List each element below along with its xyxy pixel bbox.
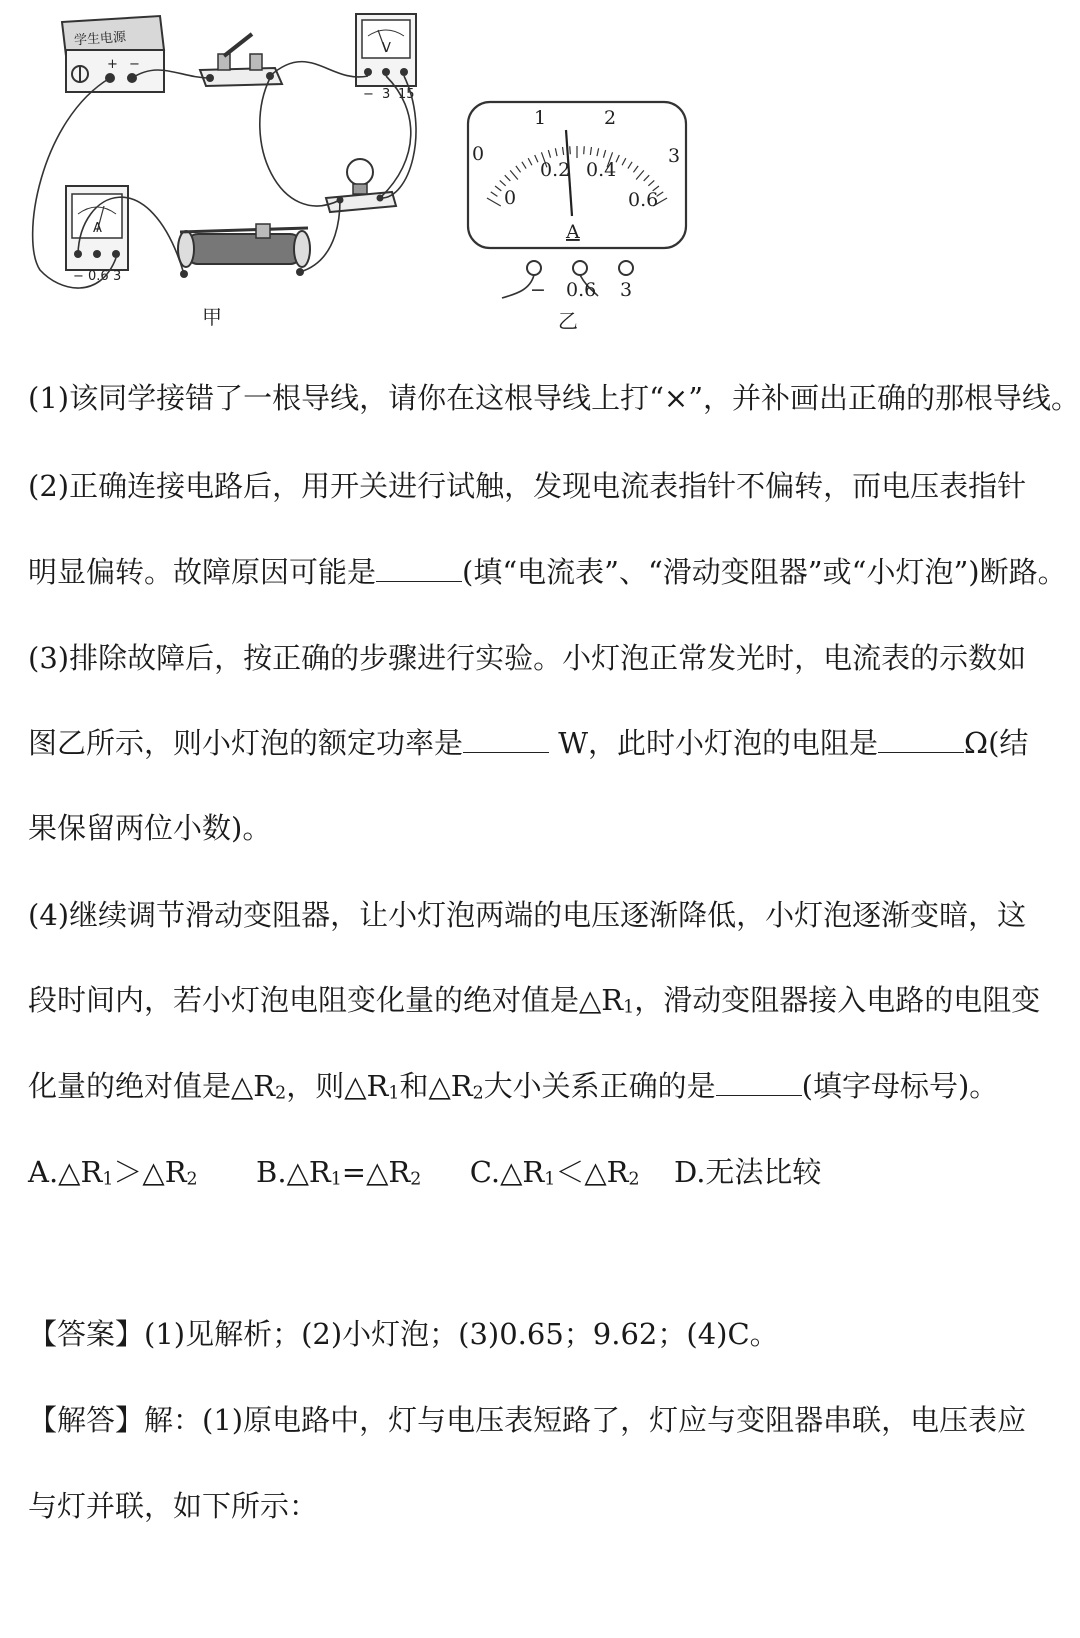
answer-blank-q2[interactable] <box>376 553 462 582</box>
dial-scale-small-0: 0 <box>504 187 517 209</box>
question-2-line-2: 明显偏转。故障原因可能是 (填“电流表”、“滑动变阻器”或“小灯泡”)断路。 <box>28 555 1067 589</box>
answer-blank-q4[interactable] <box>716 1067 802 1096</box>
answer-blank-power[interactable] <box>463 724 549 753</box>
question-4-options <box>28 1152 1058 1200</box>
dial-scale-2: 2 <box>604 107 617 129</box>
dial-terminal-3: 3 <box>620 279 633 301</box>
figure-label-jia: 甲 <box>202 305 222 329</box>
question-4-line-1: (4)继续调节滑动变阻器，让小灯泡两端的电压逐渐降低，小灯泡逐渐变暗，这 <box>28 898 1027 932</box>
rheostat <box>178 224 310 278</box>
dial-scale-1: 1 <box>534 107 547 129</box>
ammeter-dial <box>468 102 686 301</box>
question-3-line-2: 图乙所示，则小灯泡的额定功率是 W，此时小灯泡的电阻是 Ω(结 <box>28 726 1029 760</box>
option-b[interactable]: $B.\triangle R_1=\triangle R_2$ <box>256 1155 422 1190</box>
option-a[interactable]: $A.\triangle R_1>\triangle R_2$ <box>28 1155 198 1190</box>
ammeter-small-letter: A <box>93 221 102 236</box>
ammeter-small-terminal-3: 3 <box>113 269 122 284</box>
voltmeter-terminal-15: 15 <box>398 87 415 102</box>
dial-tick <box>570 146 571 154</box>
question-2-line-1: (2)正确连接电路后，用开关进行试触，发现电流表指针不偏转，而电压表指针 <box>28 469 1027 503</box>
lamp <box>326 159 396 212</box>
option-d[interactable]: D.无法比较 <box>674 1155 822 1189</box>
question-3-line-1: (3)排除故障后，按正确的步骤进行实验。小灯泡正常发光时，电流表的示数如 <box>28 641 1027 675</box>
ammeter-small <box>66 186 128 284</box>
question-4-line-2: 段时间内，若小灯泡电阻变化量的绝对值是$\triangle R_1$，滑动变阻器接入电路的电阻变 <box>28 983 1041 1018</box>
power-supply <box>62 16 164 92</box>
ammeter-small-terminal-neg: − <box>73 269 84 284</box>
voltmeter-terminal-3: 3 <box>382 87 391 102</box>
dial-scale-small-04: 0.4 <box>586 159 617 181</box>
answer-line: 【答案】(1)见解析；(2)小灯泡；(3)0.65；9.62；(4)C。 <box>28 1317 779 1351</box>
voltmeter <box>356 14 416 102</box>
dial-scale-small-06: 0.6 <box>628 189 659 211</box>
dial-tick <box>584 146 585 154</box>
svg-text:−: − <box>129 57 140 72</box>
power-supply-label: 学生电源 <box>73 29 127 49</box>
question-3-line-3: 果保留两位小数)。 <box>28 811 272 845</box>
answer-blank-resistance[interactable] <box>878 724 964 753</box>
dial-terminal-neg: − <box>530 279 546 301</box>
solution-line-2: 与灯并联，如下所示： <box>28 1489 319 1523</box>
solution-line-1: 【解答】解：(1)原电路中，灯与电压表短路了，灯应与变阻器串联，电压表应 <box>28 1403 1027 1437</box>
option-c[interactable]: $C.\triangle R_1<\triangle R_2$ <box>469 1155 640 1190</box>
dial-scale-small-02: 0.2 <box>540 159 571 181</box>
question-4-line-3: 化量的绝对值是$\triangle R_2$，则$\triangle R_1$和$\triangle R_2$大小关系正确的是 (填字母标号)。 <box>28 1069 999 1104</box>
dial-terminal-06: 0.6 <box>566 279 597 301</box>
question-1: (1)该同学接错了一根导线，请你在这根导线上打“×”，并补画出正确的那根导线。 <box>28 381 1080 415</box>
circuit-figure <box>0 0 1080 360</box>
dial-scale-0: 0 <box>472 143 485 165</box>
ammeter-small-terminal-06: 0.6 <box>88 269 109 284</box>
figure-label-yi: 乙 <box>558 309 578 333</box>
svg-text:+: + <box>107 57 118 72</box>
dial-unit: A <box>566 221 580 243</box>
voltmeter-letter: V <box>382 41 391 56</box>
dial-scale-3: 3 <box>668 145 681 167</box>
voltmeter-terminal-neg: − <box>363 87 374 102</box>
